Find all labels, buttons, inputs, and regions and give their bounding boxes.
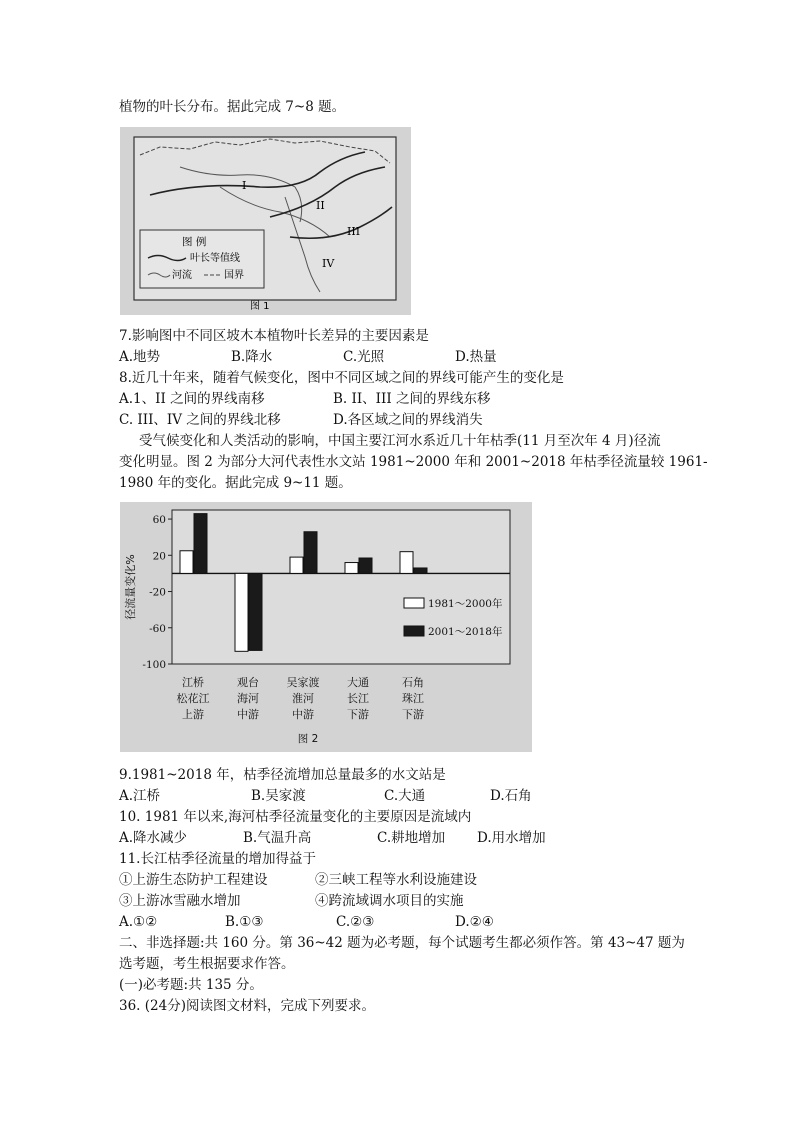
x-label-station-2: 吴家渡 xyxy=(286,676,320,689)
runoff-change-chart xyxy=(120,502,532,752)
legend-swatch-2 xyxy=(404,626,424,636)
legend-label-1: 1981～2000年 xyxy=(428,598,503,610)
legend-label-2: 2001～2018年 xyxy=(428,626,503,638)
x-label-reach-3: 下游 xyxy=(347,708,369,721)
figure-2-caption: 图 2 xyxy=(297,733,319,745)
passage-line-1: 受气候变化和人类活动的影响，中国主要江河水系近几十年枯季(11 月至次年 4 月)径流 xyxy=(139,433,661,449)
bar-1-吴家渡 xyxy=(290,557,303,573)
y-tick-label-4: -100 xyxy=(142,659,166,671)
q9-option-d[interactable]: D.石角 xyxy=(490,788,532,804)
q11-option-a[interactable]: A.①② xyxy=(119,914,158,930)
q11-option-c[interactable]: C.②③ xyxy=(336,914,375,930)
x-label-reach-2: 中游 xyxy=(292,708,314,721)
y-tick-label-3: -60 xyxy=(149,622,166,635)
x-label-river-0: 松花江 xyxy=(176,692,210,705)
figure-1-map xyxy=(120,127,411,315)
q9-option-c[interactable]: C.大通 xyxy=(384,788,426,804)
q10-option-d[interactable]: D.用水增加 xyxy=(477,830,546,846)
figure-2-chart xyxy=(120,502,532,752)
legend-title: 图 例 xyxy=(182,236,207,248)
region-label-1: I xyxy=(242,179,247,192)
q11-statement-3: ③上游冰雪融水增加 xyxy=(119,893,241,909)
q10-option-a[interactable]: A.降水减少 xyxy=(119,830,188,846)
legend-river: 河流 xyxy=(172,270,192,281)
q10-stem: 10. 1981 年以来,海河枯季径流量变化的主要原因是流域内 xyxy=(119,809,472,825)
q11-option-d[interactable]: D.②④ xyxy=(455,914,494,930)
section-2-line-1: 二、非选择题:共 160 分。第 36~42 题为必考题，每个试题考生都必须作答。第 43~47 题为 xyxy=(119,935,685,951)
q8-stem: 8.近几十年来，随着气候变化，图中不同区域之间的界线可能产生的变化是 xyxy=(119,370,564,386)
q7-stem: 7.影响图中不同区坡木本植物叶长差异的主要因素是 xyxy=(119,328,429,344)
y-axis-label: 径流量变化% xyxy=(124,554,137,620)
x-label-station-0: 江桥 xyxy=(182,676,204,689)
q9-option-b[interactable]: B.吴家渡 xyxy=(251,788,306,804)
region-label-2: II xyxy=(316,199,325,212)
x-label-station-1: 观台 xyxy=(237,676,259,689)
figure-1-caption: 图 1 xyxy=(250,301,270,312)
q10-option-c[interactable]: C.耕地增加 xyxy=(377,830,446,846)
q11-stem: 11.长江枯季径流量的增加得益于 xyxy=(119,851,316,867)
bar-2-石角 xyxy=(414,568,427,573)
region-label-4: IV xyxy=(322,257,335,270)
passage-line-2: 变化明显。图 2 为部分大河代表性水文站 1981~2000 年和 2001~2018 年枯季径流量较 1961- xyxy=(119,454,708,470)
legend-swatch-1 xyxy=(404,598,424,608)
bar-1-江桥 xyxy=(180,551,193,574)
legend-isoline: 叶长等值线 xyxy=(190,253,240,264)
q8-option-b[interactable]: B. II、III 之间的界线东移 xyxy=(333,391,491,407)
x-label-river-4: 珠江 xyxy=(402,692,424,705)
subsection-1-heading: (一)必考题:共 135 分。 xyxy=(119,977,263,993)
q11-option-b[interactable]: B.①③ xyxy=(225,914,264,930)
q8-option-a[interactable]: A.1、II 之间的界线南移 xyxy=(119,391,265,407)
q11-statement-4: ④跨流域调水项目的实施 xyxy=(315,893,464,909)
q11-statement-2: ②三峡工程等水利设施建设 xyxy=(315,872,477,888)
bar-1-观台 xyxy=(235,573,248,651)
y-tick-label-2: -20 xyxy=(149,586,166,599)
x-label-reach-1: 中游 xyxy=(237,708,259,721)
q11-statement-1: ①上游生态防护工程建设 xyxy=(119,872,268,888)
q8-option-c[interactable]: C. III、IV 之间的界线北移 xyxy=(119,412,281,428)
x-label-station-3: 大通 xyxy=(347,676,369,689)
section-2-line-2: 选考题，考生根据要求作答。 xyxy=(119,956,295,972)
q9-stem: 9.1981~2018 年，枯季径流增加总量最多的水文站是 xyxy=(119,767,446,783)
q10-option-b[interactable]: B.气温升高 xyxy=(243,830,312,846)
x-label-river-2: 淮河 xyxy=(292,692,314,705)
q8-option-d[interactable]: D.各区域之间的界线消失 xyxy=(333,412,483,428)
bar-2-观台 xyxy=(249,573,262,650)
x-label-reach-0: 上游 xyxy=(182,708,204,721)
q36-stem: 36. (24分)阅读图文材料，完成下列要求。 xyxy=(119,998,375,1014)
bar-1-大通 xyxy=(345,563,358,574)
region-label-3: III xyxy=(347,225,361,238)
q7-option-d[interactable]: D.热量 xyxy=(455,349,497,365)
x-label-reach-4: 下游 xyxy=(402,708,424,721)
bar-2-大通 xyxy=(359,558,372,573)
q7-option-b[interactable]: B.降水 xyxy=(231,349,273,365)
q9-option-a[interactable]: A.江桥 xyxy=(119,788,161,804)
y-tick-label-0: 60 xyxy=(152,514,166,527)
legend-border: 国界 xyxy=(224,270,244,281)
x-label-river-3: 长江 xyxy=(347,692,369,705)
q7-option-a[interactable]: A.地势 xyxy=(119,349,161,365)
bar-1-石角 xyxy=(400,552,413,574)
bar-2-吴家渡 xyxy=(304,532,317,574)
passage-line-3: 1980 年的变化。据此完成 9~11 题。 xyxy=(119,475,352,491)
plot-frame xyxy=(172,510,510,664)
y-tick-label-1: 20 xyxy=(152,550,166,563)
q7-option-c[interactable]: C.光照 xyxy=(343,349,385,365)
x-label-river-1: 海河 xyxy=(237,692,259,705)
bar-2-江桥 xyxy=(194,514,207,574)
intro-text: 植物的叶长分布。据此完成 7~8 题。 xyxy=(119,99,346,115)
x-label-station-4: 石角 xyxy=(402,676,424,689)
